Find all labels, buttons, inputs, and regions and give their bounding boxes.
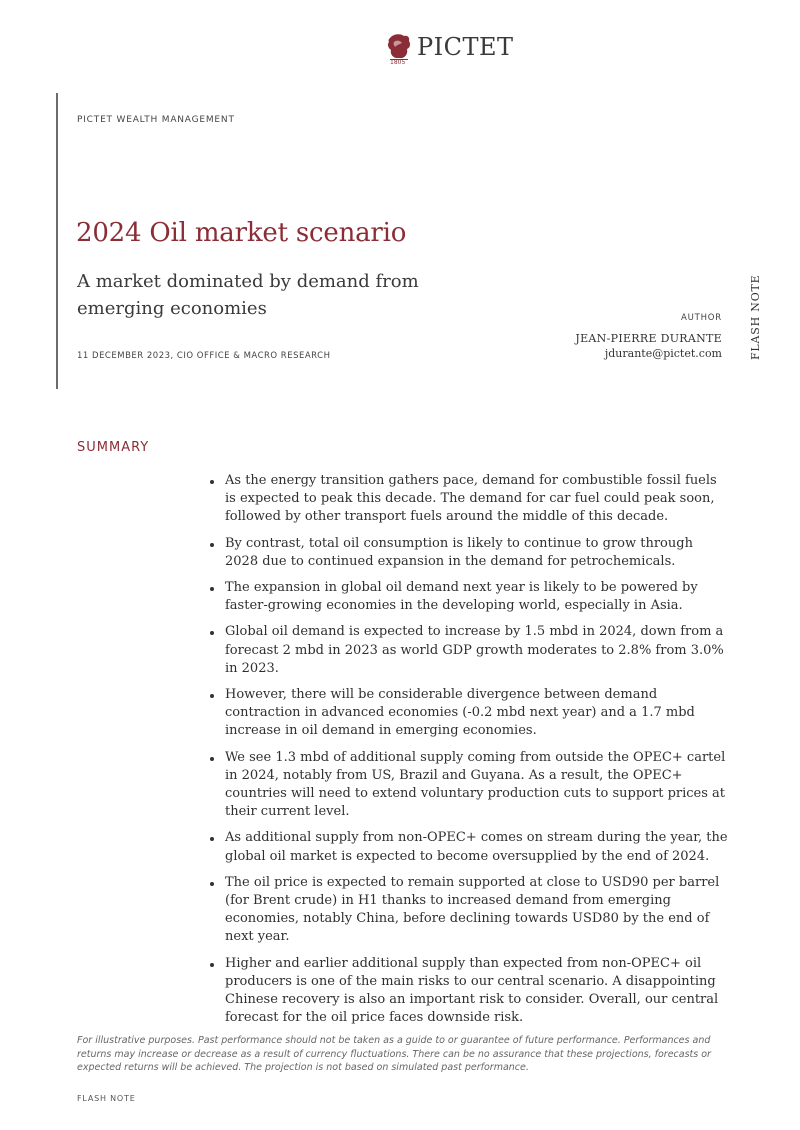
bullet-text: The oil price is expected to remain supported at close to USD90 per barrel (for Brent crude) in H1 thanks to increased demand from emerging economies, notably China, before declining towards USD80 by the end of next year.	[225, 874, 720, 945]
footer-label: FLASH NOTE	[77, 1094, 136, 1103]
pictet-logo	[384, 30, 534, 70]
author-block	[575, 313, 722, 361]
bullet-text: The expansion in global oil demand next year is likely to be powered by faster-growing economies in the developing world, especially in Asia.	[225, 580, 698, 614]
logo-wordmark: PICTET	[417, 33, 514, 61]
bullet-dot-icon	[210, 587, 214, 591]
author-label: AUTHOR	[680, 313, 722, 323]
bullet-text: As the energy transition gathers pace, demand for combustible fossil fuels is expected to peak this decade. The demand for car fuel could peak soon, followed by other transport fuels around the middle of this decade.	[225, 473, 717, 525]
list-item	[205, 623, 730, 678]
list-item	[205, 874, 730, 947]
list-item	[205, 749, 730, 822]
bullet-dot-icon	[210, 757, 214, 761]
bullet-dot-icon	[210, 480, 214, 484]
header-rule	[56, 93, 58, 389]
bullet-dot-icon	[210, 963, 214, 967]
bullet-text: We see 1.3 mbd of additional supply coming from outside the OPEC+ cartel in 2024, notably from US, Brazil and Guyana. As a result, the OPEC+ countries will need to extend voluntary production cuts to support prices at their current level.	[225, 749, 726, 820]
bullet-text: However, there will be considerable divergence between demand contraction in advanced economies (-0.2 mbd next year) and a 1.7 mbd increase in oil demand in emerging economies.	[225, 687, 695, 739]
bullet-dot-icon	[210, 543, 214, 547]
bullet-text: As additional supply from non-OPEC+ comes on stream during the year, the global oil market is expected to become oversupplied by the end of 2024.	[225, 830, 728, 864]
org-name: PICTET WEALTH MANAGEMENT	[77, 115, 235, 125]
list-item	[205, 686, 730, 741]
page-title: 2024 Oil market scenario	[76, 218, 407, 248]
disclaimer-text: For illustrative purposes. Past performance should not be taken as a guide to or guarantee of future performance. Performances and returns may increase or decrease as a result of currency fluctuations. There can be no assurance that these projections, forecasts or expected returns will be achieved. The projection is not based on simulated past performance.	[77, 1035, 711, 1073]
bullet-dot-icon	[210, 882, 214, 886]
bullet-text: Higher and earlier additional supply than expected from non-OPEC+ oil producers is one of the main risks to our central scenario. A disappointing Chinese recovery is also an important risk to consider. Overall, our central forecast for the oil price faces downside risk.	[225, 955, 719, 1026]
bullet-dot-icon	[210, 837, 214, 841]
page-subtitle: A market dominated by demand from emerging economies	[77, 271, 419, 319]
dateline: 11 DECEMBER 2023, CIO OFFICE & MACRO RESEARCH	[77, 351, 331, 361]
bullet-text: Global oil demand is expected to increase by 1.5 mbd in 2024, down from a forecast 2 mbd in 2023 as world GDP growth moderates to 2.8% from 3.0% in 2023.	[225, 624, 724, 676]
list-item	[205, 472, 730, 527]
list-item	[205, 955, 730, 1028]
side-flash-note-label: FLASH NOTE	[749, 274, 762, 360]
bullet-text: By contrast, total oil consumption is likely to continue to grow through 2028 due to continued expansion in the demand for petrochemicals.	[225, 535, 693, 569]
bullet-dot-icon	[210, 694, 214, 698]
author-name: JEAN-PIERRE DURANTE	[575, 332, 722, 345]
author-email[interactable]: jdurante@pictet.com	[604, 347, 722, 360]
list-item	[205, 829, 730, 865]
logo-year: 1805	[390, 59, 406, 66]
summary-heading: SUMMARY	[77, 440, 150, 455]
list-item	[205, 535, 730, 571]
list-item	[205, 579, 730, 615]
bullet-dot-icon	[210, 631, 214, 635]
summary-bullet-list	[205, 472, 730, 1035]
